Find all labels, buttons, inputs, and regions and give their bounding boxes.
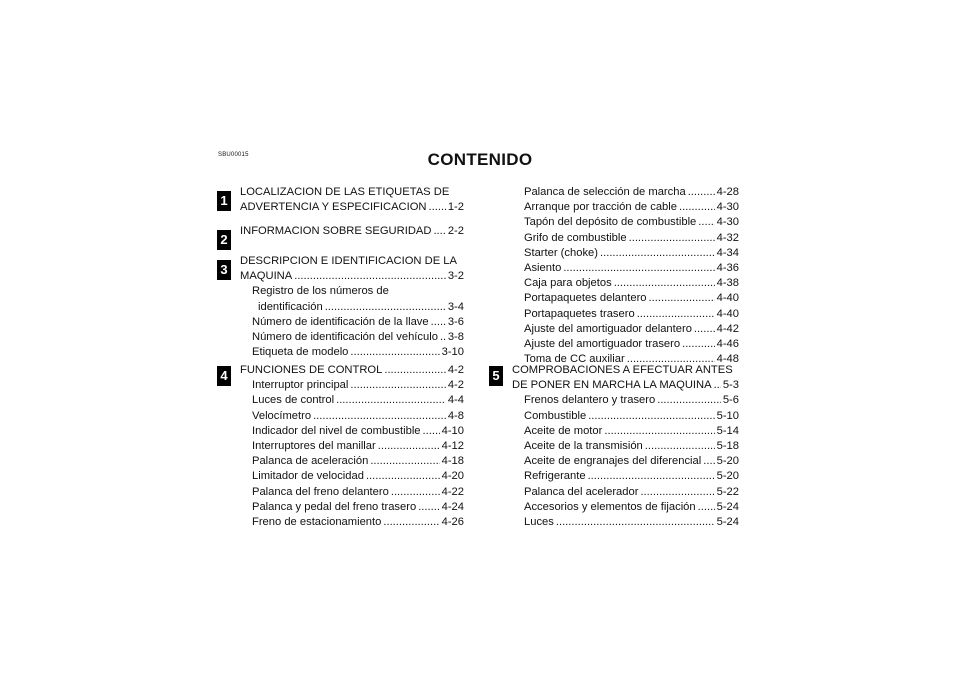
toc-section-5 — [512, 363, 739, 530]
toc-item: Palanca de aceleración — [252, 455, 369, 468]
toc-section-5-title-line1: COMPROBACIONES A EFECTUAR ANTES — [512, 364, 733, 376]
toc-row — [512, 469, 739, 484]
toc-section-1-title-line2: ADVERTENCIA Y ESPECIFICACION — [240, 201, 427, 214]
toc-item: Aceite de motor — [524, 424, 603, 437]
toc-item: Interruptor principal — [252, 379, 349, 392]
toc-row — [512, 307, 739, 322]
toc-page: 4-12 — [441, 440, 464, 453]
leader-dots — [679, 200, 715, 215]
leader-dots — [682, 337, 715, 352]
toc-item: Ajuste del amortiguador delantero — [524, 322, 692, 335]
toc-page: 4-40 — [716, 307, 739, 320]
toc-page: 4-38 — [716, 277, 739, 290]
toc-item: Toma de CC auxiliar — [524, 353, 625, 366]
toc-page: 5-14 — [716, 424, 739, 437]
toc-row — [512, 337, 739, 352]
toc-row — [240, 500, 464, 515]
toc-item: Aceite de la transmisión — [524, 440, 643, 453]
toc-row — [512, 409, 739, 424]
toc-row — [512, 515, 739, 530]
toc-item: Asiento — [524, 262, 562, 275]
toc-page: 3-4 — [447, 300, 464, 313]
leader-dots — [423, 424, 440, 439]
toc-row — [512, 378, 739, 393]
leader-dots — [588, 469, 715, 484]
toc-page: 4-18 — [441, 455, 464, 468]
toc-page: 3-8 — [447, 331, 464, 344]
toc-row — [240, 469, 464, 484]
toc-section-4-continued — [512, 185, 739, 367]
toc-section-1-title-line1: LOCALIZACION DE LAS ETIQUETAS DE — [240, 186, 450, 198]
section-tab-5: 5 — [489, 366, 503, 386]
toc-section-2 — [240, 224, 464, 239]
toc-page: 5-3 — [722, 379, 739, 392]
toc-row — [240, 439, 464, 454]
toc-page: 4-22 — [441, 485, 464, 498]
leader-dots — [350, 345, 439, 360]
leader-dots — [698, 215, 714, 230]
toc-page: 3-10 — [441, 346, 464, 359]
toc-item: Luces de control — [252, 394, 335, 407]
toc-page: 5-24 — [716, 516, 739, 529]
toc-page: 1-2 — [447, 201, 464, 214]
toc-page: 4-26 — [441, 516, 464, 529]
toc-page: 4-8 — [447, 409, 464, 422]
toc-row — [512, 215, 739, 230]
toc-row — [240, 515, 464, 530]
toc-row — [512, 485, 739, 500]
leader-dots — [604, 424, 714, 439]
toc-item: Ajuste del amortiguador trasero — [524, 338, 681, 351]
toc-item: Grifo de combustible — [524, 231, 627, 244]
toc-page: 5-6 — [722, 394, 739, 407]
leader-dots — [688, 185, 715, 200]
section-tab-3: 3 — [217, 260, 231, 280]
toc-row — [240, 485, 464, 500]
document-code: SBU00015 — [218, 152, 249, 158]
toc-item: Refrigerante — [524, 470, 586, 483]
leader-dots — [645, 439, 715, 454]
toc-item: Starter (choke) — [524, 246, 598, 259]
toc-row — [240, 363, 464, 378]
leader-dots — [433, 224, 445, 239]
toc-item: Accesorios y elementos de fijación — [524, 500, 696, 513]
toc-row — [512, 424, 739, 439]
toc-section-3-title-line2: MAQUINA — [240, 270, 293, 283]
toc-page: 5-10 — [716, 409, 739, 422]
leader-dots — [714, 378, 721, 393]
leader-dots — [640, 485, 714, 500]
toc-page: 4-20 — [441, 470, 464, 483]
toc-row — [240, 224, 464, 239]
toc-page: 4-2 — [447, 364, 464, 376]
toc-row — [240, 409, 464, 424]
toc-row — [512, 291, 739, 306]
toc-item: Portapaquetes delantero — [524, 292, 647, 305]
toc-section-4 — [240, 363, 464, 530]
toc-page: 4-32 — [716, 231, 739, 244]
toc-page: 4-34 — [716, 246, 739, 259]
toc-item: Frenos delantero y trasero — [524, 394, 656, 407]
toc-section-3-title-line1: DESCRIPCION E IDENTIFICACION DE LA — [240, 255, 457, 267]
toc-item: Número de identificación de la llave — [252, 315, 429, 328]
toc-row — [240, 424, 464, 439]
toc-page: 4-30 — [716, 216, 739, 229]
toc-page: 4-46 — [716, 338, 739, 351]
toc-item: Palanca del acelerador — [524, 485, 639, 498]
toc-item: Freno de estacionamiento — [252, 516, 382, 529]
toc-item: Caja para objetos — [524, 277, 612, 290]
toc-row — [240, 315, 464, 330]
leader-dots — [657, 393, 721, 408]
toc-page: 5-20 — [716, 470, 739, 483]
toc-page: 4-48 — [716, 353, 739, 366]
toc-item: Interruptores del manillar — [252, 440, 376, 453]
leader-dots — [418, 500, 439, 515]
leader-dots — [588, 409, 714, 424]
toc-row — [240, 300, 464, 315]
toc-page: 4-40 — [716, 292, 739, 305]
leader-dots — [703, 454, 714, 469]
toc-row — [512, 322, 739, 337]
toc-row — [512, 439, 739, 454]
toc-page: 4-36 — [716, 262, 739, 275]
toc-item-line1: Registro de los números de — [252, 285, 389, 298]
leader-dots — [440, 330, 446, 345]
leader-dots — [350, 378, 445, 393]
toc-row — [512, 246, 739, 261]
toc-page: 2-2 — [447, 225, 464, 237]
toc-item: Indicador del nivel de combustible — [252, 424, 421, 437]
toc-page: 5-18 — [716, 440, 739, 453]
toc-page: 5-20 — [716, 455, 739, 468]
leader-dots — [649, 291, 715, 306]
toc-row — [240, 378, 464, 393]
toc-page: 4-2 — [447, 379, 464, 392]
toc-row — [512, 231, 739, 246]
toc-row — [240, 345, 464, 360]
toc-row — [240, 269, 464, 284]
leader-dots — [294, 269, 446, 284]
toc-section-5-title-line2: DE PONER EN MARCHA LA MAQUINA — [512, 379, 712, 392]
toc-row — [512, 500, 739, 515]
toc-section-2-title: INFORMACION SOBRE SEGURIDAD — [240, 225, 432, 237]
toc-section-4-title: FUNCIONES DE CONTROL — [240, 364, 383, 376]
leader-dots — [698, 500, 715, 515]
leader-dots — [325, 300, 446, 315]
toc-item: Limitador de velocidad — [252, 470, 364, 483]
leader-dots — [378, 439, 440, 454]
leader-dots — [431, 315, 446, 330]
toc-page: 4-28 — [716, 186, 739, 198]
toc-item: Velocímetro — [252, 409, 312, 422]
toc-page: 4-42 — [716, 322, 739, 335]
toc-item: Portapaquetes trasero — [524, 307, 635, 320]
toc-row — [512, 200, 739, 215]
toc-row — [512, 454, 739, 469]
toc-section-1 — [240, 185, 464, 215]
toc-item: Aceite de engranajes del diferencial — [524, 455, 702, 468]
toc-page: 4-10 — [441, 424, 464, 437]
section-tab-2: 2 — [217, 230, 231, 250]
leader-dots — [637, 307, 715, 322]
toc-item: Tapón del depósito de combustible — [524, 216, 697, 229]
leader-dots — [313, 409, 446, 424]
toc-row — [240, 454, 464, 469]
toc-row — [512, 261, 739, 276]
toc-item: Palanca y pedal del freno trasero — [252, 500, 417, 513]
page-title: CONTENIDO — [427, 150, 533, 169]
leader-dots — [366, 469, 440, 484]
leader-dots — [391, 485, 440, 500]
toc-item: Palanca de selección de marcha — [524, 186, 686, 198]
leader-dots — [370, 454, 439, 469]
toc-item: Combustible — [524, 409, 587, 422]
leader-dots — [556, 515, 715, 530]
toc-item: Arranque por tracción de cable — [524, 201, 677, 214]
toc-item: Palanca del freno delantero — [252, 485, 389, 498]
toc-row — [240, 330, 464, 345]
leader-dots — [629, 231, 715, 246]
toc-item-line2: identificación — [258, 300, 323, 313]
toc-page: 4-24 — [441, 500, 464, 513]
toc-section-3 — [240, 254, 464, 360]
toc-item: Luces — [524, 516, 554, 529]
toc-row — [240, 200, 464, 215]
leader-dots — [600, 246, 715, 261]
leader-dots — [694, 322, 715, 337]
toc-item: Etiqueta de modelo — [252, 346, 349, 359]
toc-page: 3-2 — [447, 270, 464, 283]
toc-row — [512, 185, 739, 200]
leader-dots — [336, 393, 446, 408]
toc-item: Número de identificación del vehículo — [252, 331, 438, 344]
toc-row — [512, 276, 739, 291]
toc-page: 4-4 — [447, 394, 464, 407]
section-tab-4: 4 — [217, 366, 231, 386]
leader-dots — [614, 276, 715, 291]
toc-page: 3-6 — [447, 315, 464, 328]
toc-row — [512, 393, 739, 408]
leader-dots — [384, 363, 445, 378]
toc-row — [240, 393, 464, 408]
leader-dots — [563, 261, 714, 276]
leader-dots — [429, 200, 446, 215]
toc-page: 5-22 — [716, 485, 739, 498]
toc-page: 4-30 — [716, 201, 739, 214]
toc-page: 5-24 — [716, 500, 739, 513]
section-tab-1: 1 — [217, 191, 231, 211]
leader-dots — [383, 515, 439, 530]
